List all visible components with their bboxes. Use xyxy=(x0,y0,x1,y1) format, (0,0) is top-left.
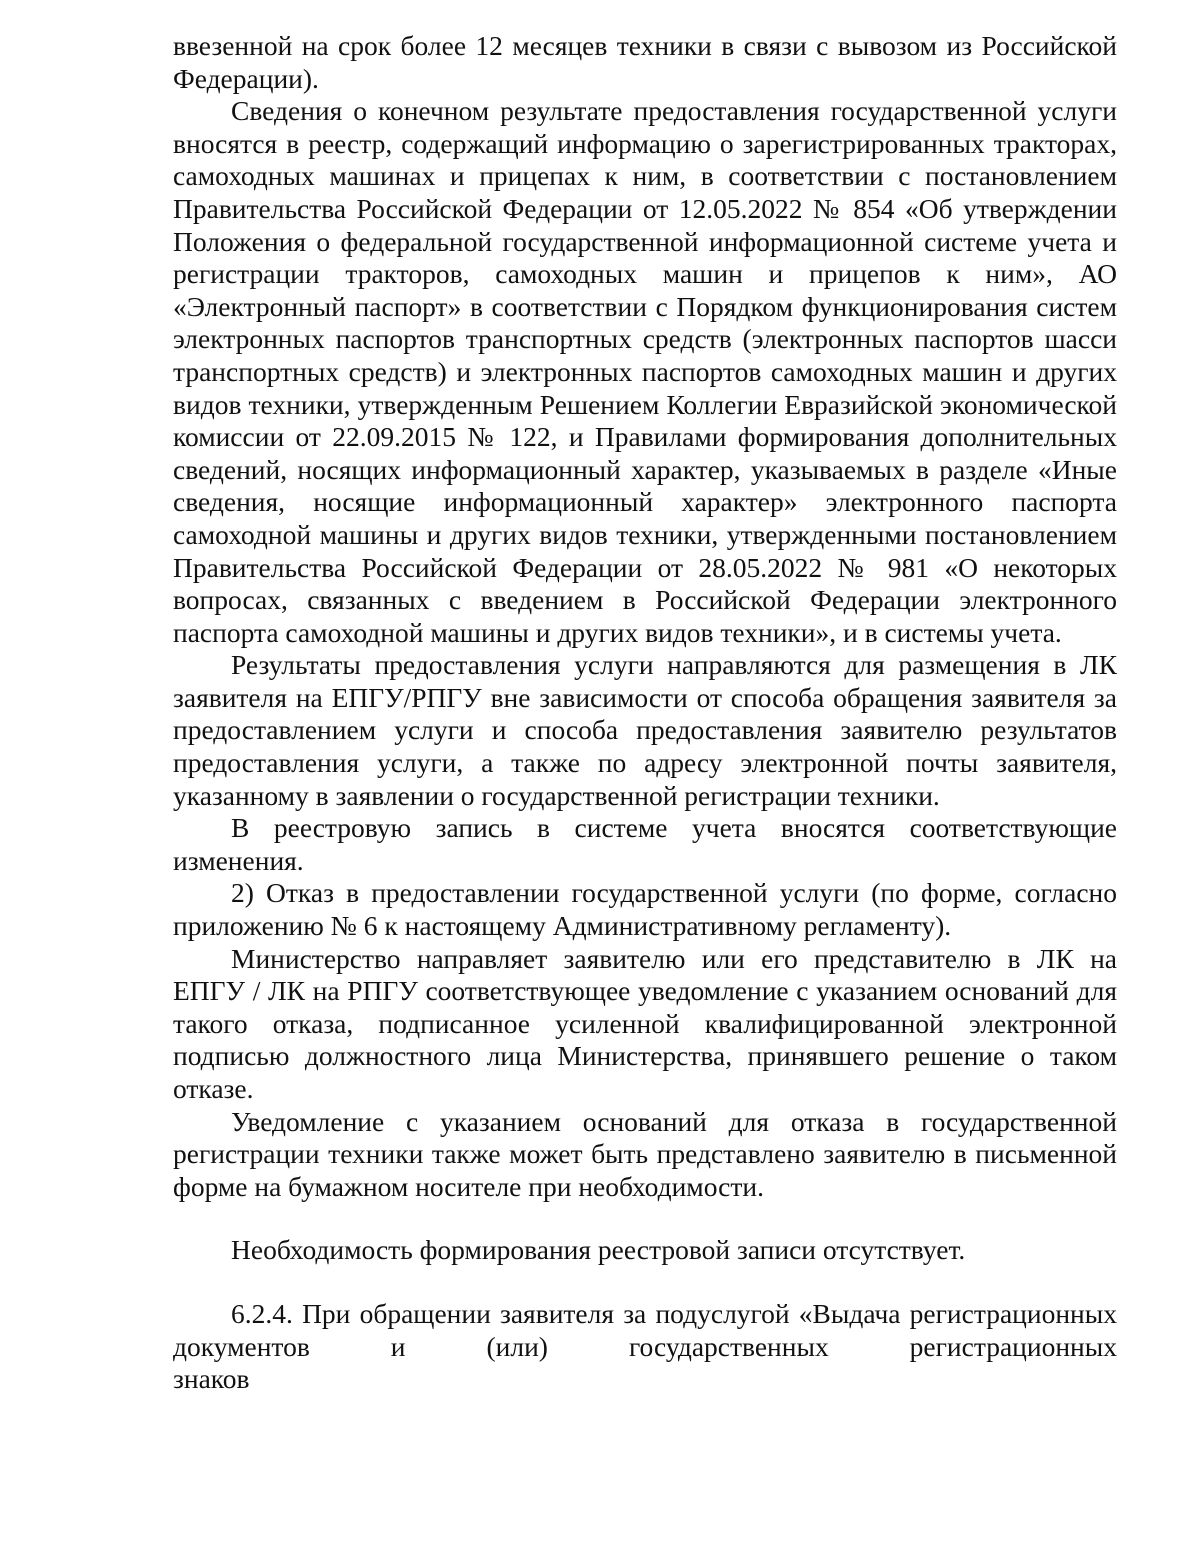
paragraph-continuation: ввезенной на срок более 12 месяцев техники в связи с вывозом из Российской Федерации). xyxy=(173,30,1117,94)
paragraph-section-6-2-4: 6.2.4. При обращении заявителя за подуслугой «Выдача регистрационных документов и (или) государственных регистрационных xyxy=(173,1297,1117,1362)
paragraph-ministry-notice: Министерство направляет заявителю или его представителю в ЛК на ЕПГУ / ЛК на РПГУ соответствующее уведомление с указанием оснований для такого отказа, подписанное усиленной квалифицированной электронной подписью должностного лица Министерства, принявшего решение о таком отказе. xyxy=(173,942,1117,1104)
paragraph-registry-info: Сведения о конечном результате предоставления государственной услуги вносятся в реестр, содержащий информацию о зарегистрированных тракторах, самоходных машинах и прицепах к ним, в соответствии с постановлением Правительства Российской Федерации от 12.05.2022 № 854 «Об утверждении Положения о федеральной государственной информационной системе учета и регистрации тракторов, самоходных машин и прицепов к ним», АО «Электронный паспорт» в соответствии с Порядком функционирования систем электронных паспортов транспортных средств (электронных паспортов шасси транспортных средств) и электронных паспортов самоходных машин и других видов техники, утвержденным Решением Коллегии Евразийской экономической комиссии от 22.09.2015 № 122, и Правилами формирования дополнительных сведений, носящих информационный характер, указываемых в разделе «Иные сведения, носящие информационный характер» электронного паспорта самоходной машины и других видов техники, утвержденными постановлением Правительства Российской Федерации от 28.05.2022 № 981 «О некоторых вопросах, связанных с введением в Российской Федерации электронного паспорта самоходной машины и других видов техники», и в системы учета. xyxy=(173,95,1117,648)
paragraph-section-6-2-4-tail: знаков xyxy=(173,1363,250,1395)
paragraph-no-registry-entry: Необходимость формирования реестровой записи отсутствует. xyxy=(231,1234,966,1266)
paragraph-refusal: 2) Отказ в предоставлении государственной услуги (по форме, согласно приложению № 6 к настоящему Административному регламенту). xyxy=(173,877,1117,942)
paragraph-paper-notice: Уведомление с указанием оснований для отказа в государственной регистрации техники также может быть представлено заявителю в письменной форме на бумажном носителе при необходимости. xyxy=(173,1105,1117,1202)
paragraph-results-delivery: Результаты предоставления услуги направляются для размещения в ЛК заявителя на ЕПГУ/РПГУ вне зависимости от способа обращения заявителя за предоставлением услуги и способа предоставления заявителю результатов предоставления услуги, а также по адресу электронной почты заявителя, указанному в заявлении о государственной регистрации техники. xyxy=(173,649,1117,811)
paragraph-registry-changes: В реестровую запись в системе учета вносятся соответствующие изменения. xyxy=(173,812,1117,876)
document-page xyxy=(173,30,1117,1396)
